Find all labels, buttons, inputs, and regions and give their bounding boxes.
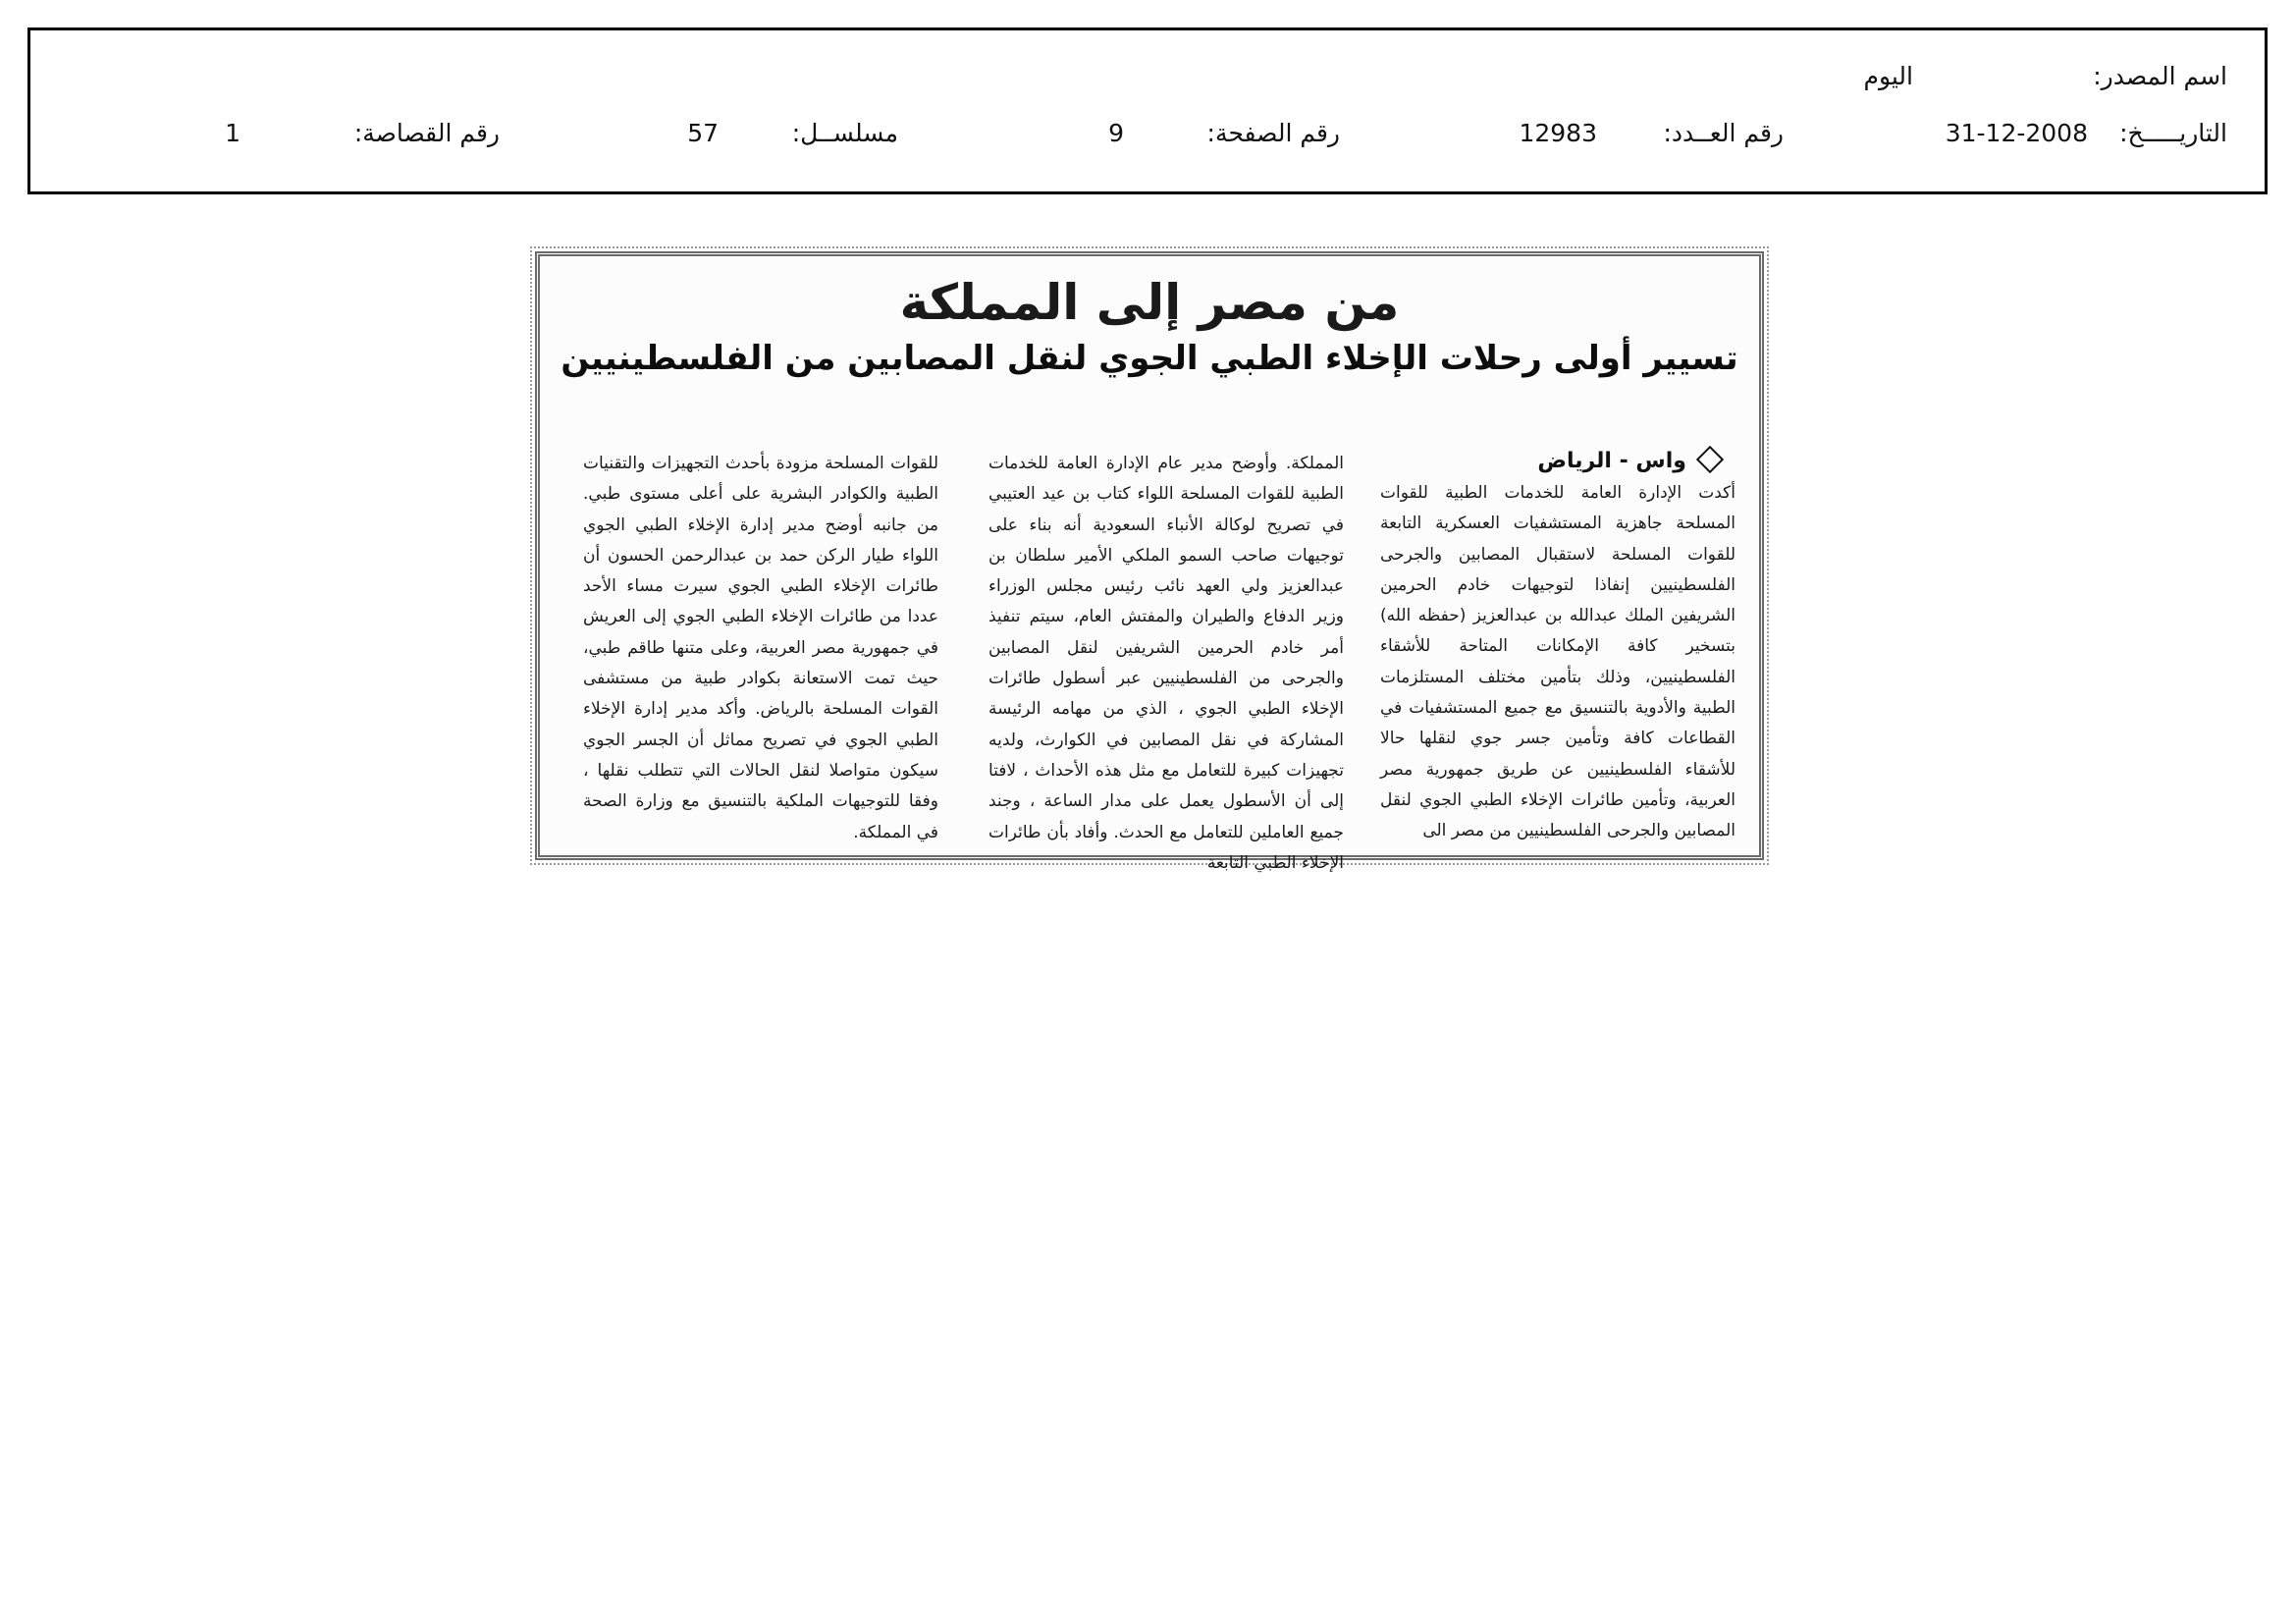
article-column-3: للقوات المسلحة مزودة بأحدث التجهيزات والتقنيات الطبية والكوادر البشرية على أعلى مستوى طبي. من جانبه أوضح مدير إدارة الإخلاء الطبي الجوي اللواء طيار الركن حمد بن عبدالرحمن الحسون أن طائرات الإخلاء الطبي الجوي سيرت مساء الأحد عددا من طائرات الإخلاء الطبي الجوي إلى العريش في جمهورية مصر العربية، وعلى متنها طاقم طبي، حيث تمت الاستعانة بكوادر طبية من مستشفى القوات المسلحة بالرياض. وأكد مدير إدارة الإخلاء الطبي الجوي في تصريح مماثل أن الجسر الجوي سيكون متواصلا لنقل الحالات التي تتطلب نقلها ، وفقا للتوجيهات الملكية بالتنسيق مع وزارة الصحة في المملكة. [583,454,938,842]
source-value: اليوم [1863,62,1913,90]
clipping-number-label: رقم القصاصة: [353,119,500,147]
article-kicker: من مصر إلى المملكة [899,274,1400,331]
page-value: 9 [1108,119,1124,147]
article-headline: تسيير أولى رحلات الإخلاء الطبي الجوي لنقل المصابين من الفلسطينيين [561,339,1738,378]
page-label: رقم الصفحة: [1206,119,1340,147]
date-label: التاريـــــخ: [2119,119,2227,147]
clipping-metadata-box [27,27,2268,194]
issue-label: رقم العــدد: [1663,119,1784,147]
clipping-number-value: 1 [225,119,240,147]
byline-text: واس - الرياض [1537,449,1686,473]
serial-label: مسلســل: [791,119,898,147]
article-column-1: أكدت الإدارة العامة للخدمات الطبية للقوات المسلحة جاهزية المستشفيات العسكرية التابعة للقوات المسلحة لاستقبال المصابين والجرحى الفلسطينيين إنفاذا لتوجيهات خادم الحرمين الشريفين الملك عبدالله بن عبدالعزيز (حفظه الله) بتسخير كافة الإمكانات المتاحة للأشقاء الفلسطينيين، وذلك بتأمين مختلف المستلزمات الطبية والأدوية بالتنسيق مع جميع المستشفيات في القطاعات كافة وتأمين جسر جوي لنقلها حالا للأشقاء الفلسطينيين عن طريق جمهورية مصر العربية، وتأمين طائرات الإخلاء الطبي الجوي لنقل المصابين والجرحى الفلسطينيين من مصر الى [1380,483,1735,841]
issue-value: 12983 [1519,119,1597,147]
date-value: 31-12-2008 [1945,119,2088,147]
diamond-bullet-icon [1696,446,1724,473]
source-label: اسم المصدر: [2093,62,2227,90]
article-column-2: المملكة. وأوضح مدير عام الإدارة العامة للخدمات الطبية للقوات المسلحة اللواء كتاب بن عيد العتيبي في تصريح لوكالة الأنباء السعودية أنه بناء على توجيهات صاحب السمو الملكي الأمير سلطان بن عبدالعزيز ولي العهد نائب رئيس مجلس الوزراء وزير الدفاع والطيران والمفتش العام، سيتم تنفيذ أمر خادم الحرمين الشريفين لنقل المصابين والجرحى من الفلسطينيين عبر أسطول طائرات الإخلاء الطبي الجوي ، الذي من مهامه الرئيسة المشاركة في نقل المصابين في الكوارث، ولديه تجهيزات كبيرة للتعامل مع مثل هذه الأحداث ، لافتا إلى أن الأسطول يعمل على مدار الساعة ، وجند جميع العاملين للتعامل مع الحدث. وأفاد بأن طائرات الإخلاء الطبي التابعة [988,454,1344,873]
newspaper-clipping [535,251,1764,873]
article-byline [1537,449,1720,473]
serial-value: 57 [687,119,719,147]
